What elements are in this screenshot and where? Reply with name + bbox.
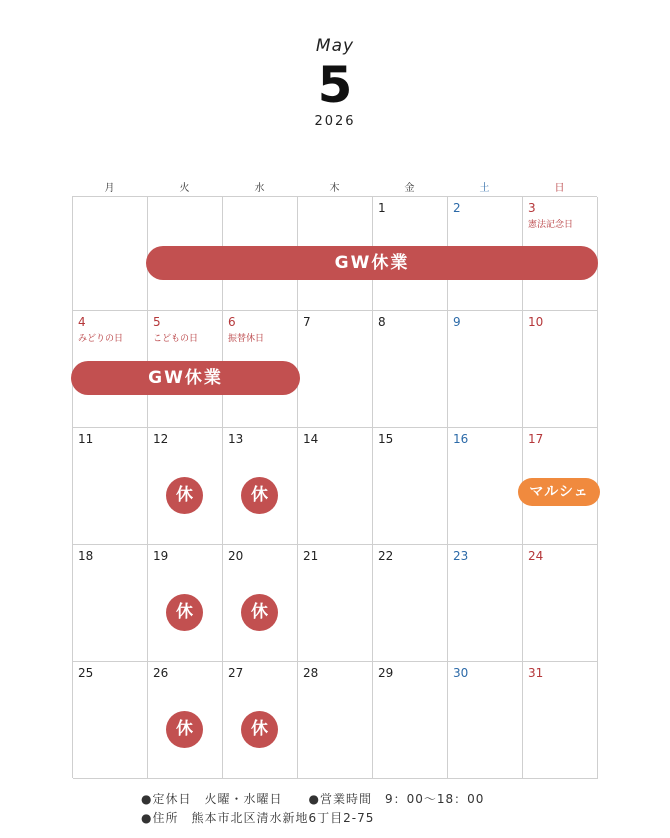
day-number: 15 — [378, 432, 394, 446]
day-number: 8 — [378, 315, 386, 329]
day-cell — [223, 428, 298, 545]
holiday-name: こどもの日 — [153, 334, 199, 344]
holiday-name: 憲法記念日 — [528, 220, 574, 230]
day-cell — [373, 545, 448, 662]
weekday-thu: 木 — [329, 183, 340, 194]
day-number: 22 — [378, 549, 394, 563]
day-number: 2 — [453, 201, 461, 215]
day-cell — [448, 311, 523, 428]
day-cell — [523, 311, 598, 428]
day-number: 4 — [78, 315, 86, 329]
weekday-sat: 土 — [479, 183, 490, 194]
day-number: 13 — [228, 432, 244, 446]
day-number: 6 — [228, 315, 236, 329]
day-cell — [448, 428, 523, 545]
day-cell — [148, 545, 223, 662]
day-cell — [373, 662, 448, 779]
marche-event-badge: マルシェ — [518, 478, 600, 506]
day-number: 20 — [228, 549, 244, 563]
day-number: 18 — [78, 549, 94, 563]
closed-day-badge: 休 — [241, 477, 278, 514]
weekday-mon: 月 — [104, 183, 115, 194]
day-number: 30 — [453, 666, 469, 680]
day-number: 7 — [303, 315, 311, 329]
day-cell — [373, 311, 448, 428]
weekday-sun: 日 — [554, 183, 565, 194]
holiday-name: みどりの日 — [78, 334, 124, 344]
day-number: 10 — [528, 315, 544, 329]
day-number: 9 — [453, 315, 461, 329]
day-number: 3 — [528, 201, 536, 215]
weekday-tue: 火 — [179, 183, 190, 194]
day-number: 24 — [528, 549, 544, 563]
closed-day-badge: 休 — [241, 711, 278, 748]
weekday-wed: 水 — [254, 183, 265, 194]
empty-day-cell — [73, 197, 148, 311]
gw-holiday-banner: GW休業 — [71, 361, 300, 395]
day-number: 5 — [153, 315, 161, 329]
day-number: 12 — [153, 432, 169, 446]
day-cell — [373, 428, 448, 545]
day-number: 19 — [153, 549, 169, 563]
holiday-name: 振替休日 — [228, 334, 265, 344]
day-number: 29 — [378, 666, 394, 680]
day-cell — [73, 545, 148, 662]
day-cell — [523, 545, 598, 662]
month-name: May — [315, 36, 355, 56]
day-cell — [73, 428, 148, 545]
day-number: 27 — [228, 666, 244, 680]
day-number: 23 — [453, 549, 469, 563]
gw-holiday-banner: GW休業 — [146, 246, 598, 280]
year: 2026 — [314, 114, 356, 129]
day-cell — [298, 428, 373, 545]
day-number: 1 — [378, 201, 386, 215]
footer-hours: ●定休日 火曜・水曜日 ●営業時間 9：00〜18：00 — [141, 792, 485, 806]
closed-day-badge: 休 — [166, 477, 203, 514]
day-cell — [298, 662, 373, 779]
day-number: 16 — [453, 432, 469, 446]
day-cell — [148, 428, 223, 545]
day-number: 21 — [303, 549, 319, 563]
day-cell — [298, 311, 373, 428]
day-number: 26 — [153, 666, 169, 680]
day-cell — [523, 662, 598, 779]
day-cell — [448, 662, 523, 779]
day-cell — [73, 662, 148, 779]
day-number: 11 — [78, 432, 94, 446]
closed-day-badge: 休 — [166, 594, 203, 631]
day-cell — [448, 545, 523, 662]
day-number: 31 — [528, 666, 544, 680]
day-cell — [223, 545, 298, 662]
footer-address: ●住所 熊本市北区清水新地6丁目2-75 — [141, 811, 375, 825]
day-number: 17 — [528, 432, 544, 446]
closed-day-badge: 休 — [166, 711, 203, 748]
weekday-fri: 金 — [404, 183, 415, 194]
day-cell — [148, 662, 223, 779]
day-cell — [298, 545, 373, 662]
day-number: 25 — [78, 666, 94, 680]
day-number: 14 — [303, 432, 319, 446]
closed-day-badge: 休 — [241, 594, 278, 631]
day-cell — [223, 662, 298, 779]
day-number: 28 — [303, 666, 319, 680]
month-number: 5 — [317, 56, 353, 114]
